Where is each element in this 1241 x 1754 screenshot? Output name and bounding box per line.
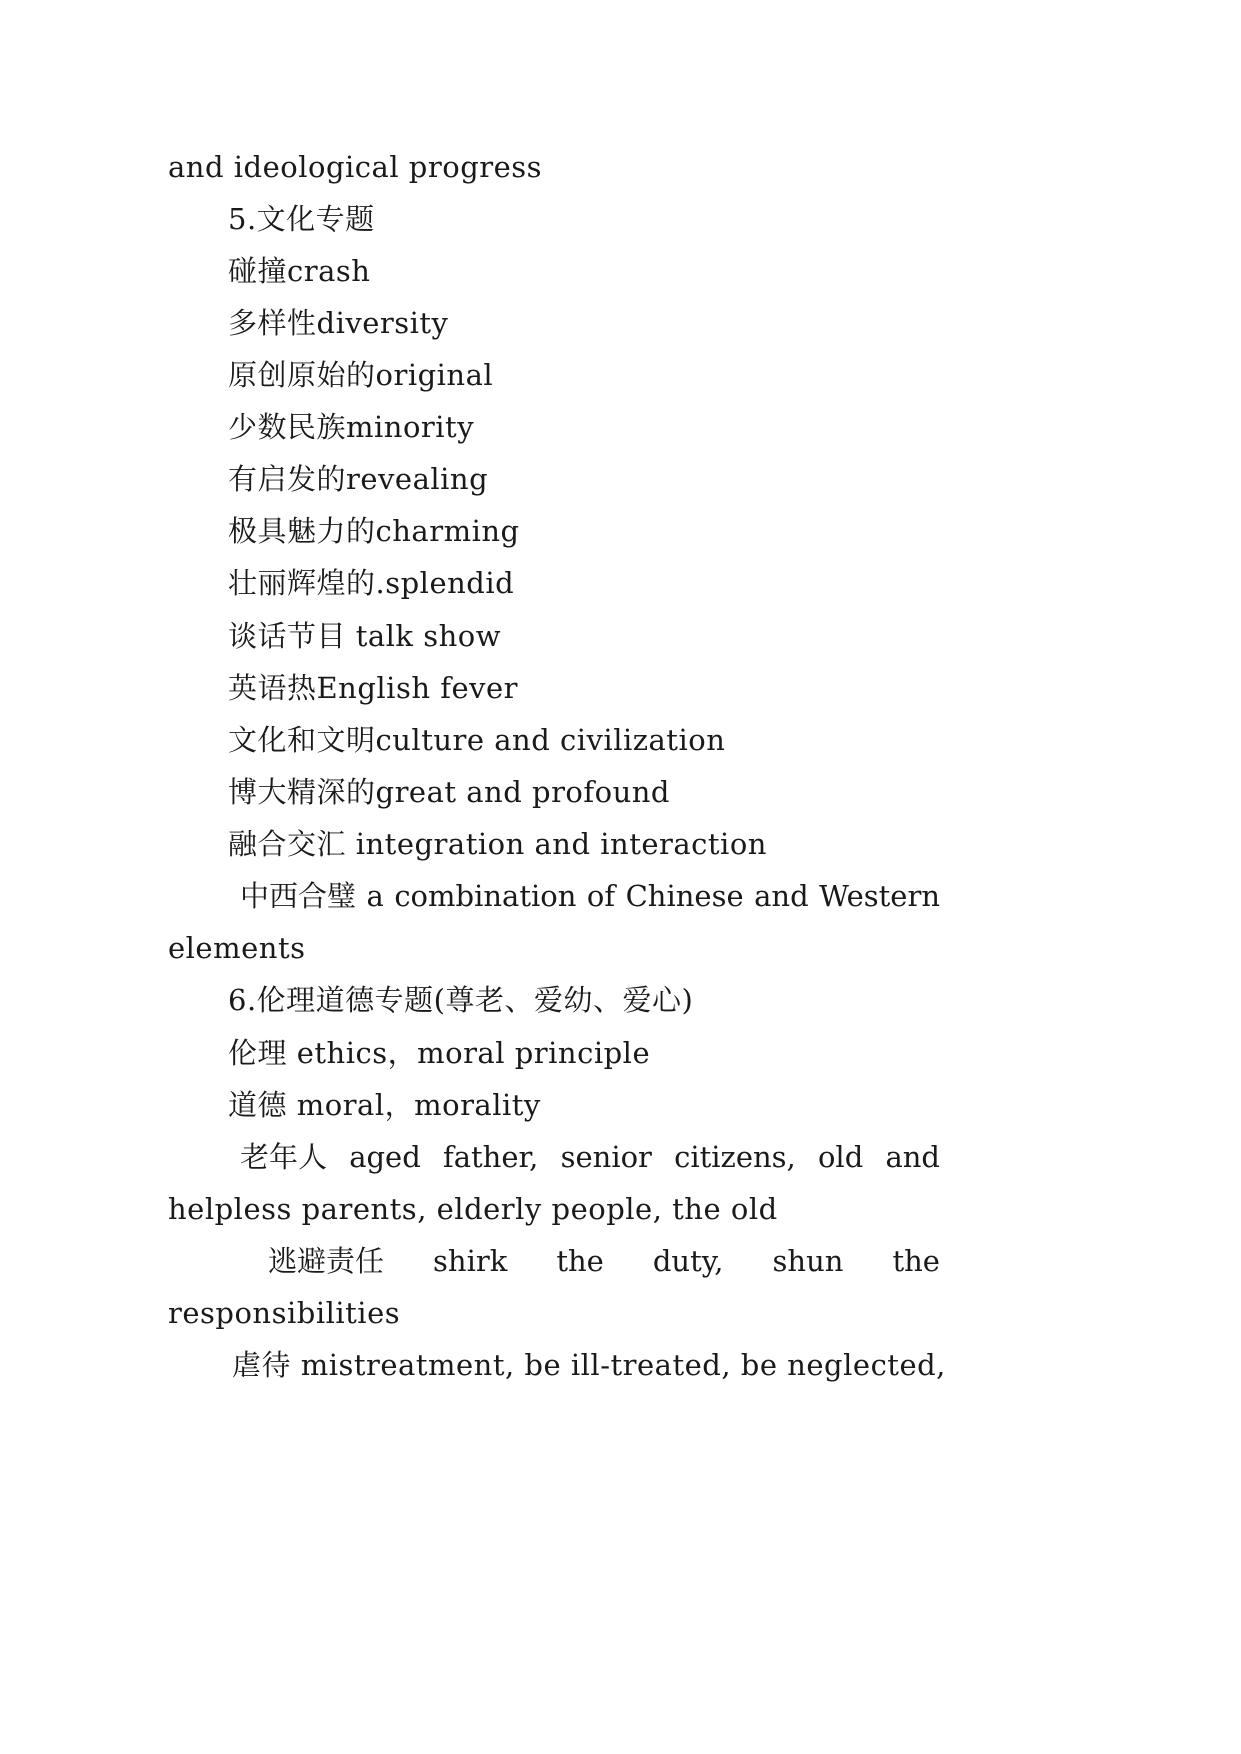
- section-heading: 5.文化专题: [228, 202, 375, 236]
- word: father,: [442, 1140, 539, 1174]
- vocab-entry: 有启发的revealing: [228, 462, 489, 496]
- word: aged: [349, 1140, 421, 1174]
- section-heading: 6.伦理道德专题(尊老、爱幼、爱心): [228, 983, 694, 1017]
- vocab-entry: 文化和文明culture and civilization: [228, 723, 726, 757]
- text-line: and ideological progress: [168, 150, 543, 184]
- text-line: responsibilities: [168, 1296, 401, 1330]
- word: of: [586, 879, 616, 913]
- vocab-entry: 融合交汇 integration and interaction: [228, 827, 767, 861]
- word: duty,: [652, 1244, 724, 1278]
- vocab-entry: 谈话节目 talk show: [228, 619, 502, 653]
- text-line: helpless parents, elderly people, the old: [168, 1192, 778, 1226]
- vocab-entry: 虐待 mistreatment, be ill-treated, be neglected,: [232, 1348, 946, 1382]
- word: Western: [819, 879, 940, 913]
- vocab-entry: 碰撞crash: [228, 254, 371, 288]
- vocab-entry: 壮丽辉煌的.splendid: [228, 566, 515, 600]
- word: and: [754, 879, 809, 913]
- word: shirk: [433, 1244, 508, 1278]
- word: 中西合璧: [240, 879, 357, 913]
- vocab-entry: 多样性diversity: [228, 306, 449, 340]
- vocab-entry: 原创原始的original: [228, 358, 494, 392]
- vocab-entry: 道德 moral，morality: [228, 1088, 541, 1122]
- word: citizens,: [674, 1140, 796, 1174]
- word: old: [817, 1140, 864, 1174]
- word: senior: [560, 1140, 652, 1174]
- text-line: elements: [168, 931, 306, 965]
- word: combination: [394, 879, 577, 913]
- vocab-entry: 极具魅力的charming: [228, 514, 520, 548]
- word: a: [366, 879, 384, 913]
- word: the: [556, 1244, 604, 1278]
- vocab-entry: 少数民族minority: [228, 410, 475, 444]
- vocab-entry-justified: [240, 1139, 940, 1175]
- word: the: [892, 1244, 940, 1278]
- word: 老年人: [240, 1140, 328, 1174]
- word: and: [885, 1140, 940, 1174]
- word: shun: [772, 1244, 844, 1278]
- vocab-entry-justified: [268, 1243, 940, 1279]
- vocab-entry-justified: [240, 878, 940, 914]
- vocab-entry: 英语热English fever: [228, 671, 519, 705]
- vocab-entry: 博大精深的great and profound: [228, 775, 670, 809]
- vocab-entry: 伦理 ethics，moral principle: [228, 1036, 651, 1070]
- word: Chinese: [625, 879, 744, 913]
- word: 逃避责任: [268, 1244, 385, 1278]
